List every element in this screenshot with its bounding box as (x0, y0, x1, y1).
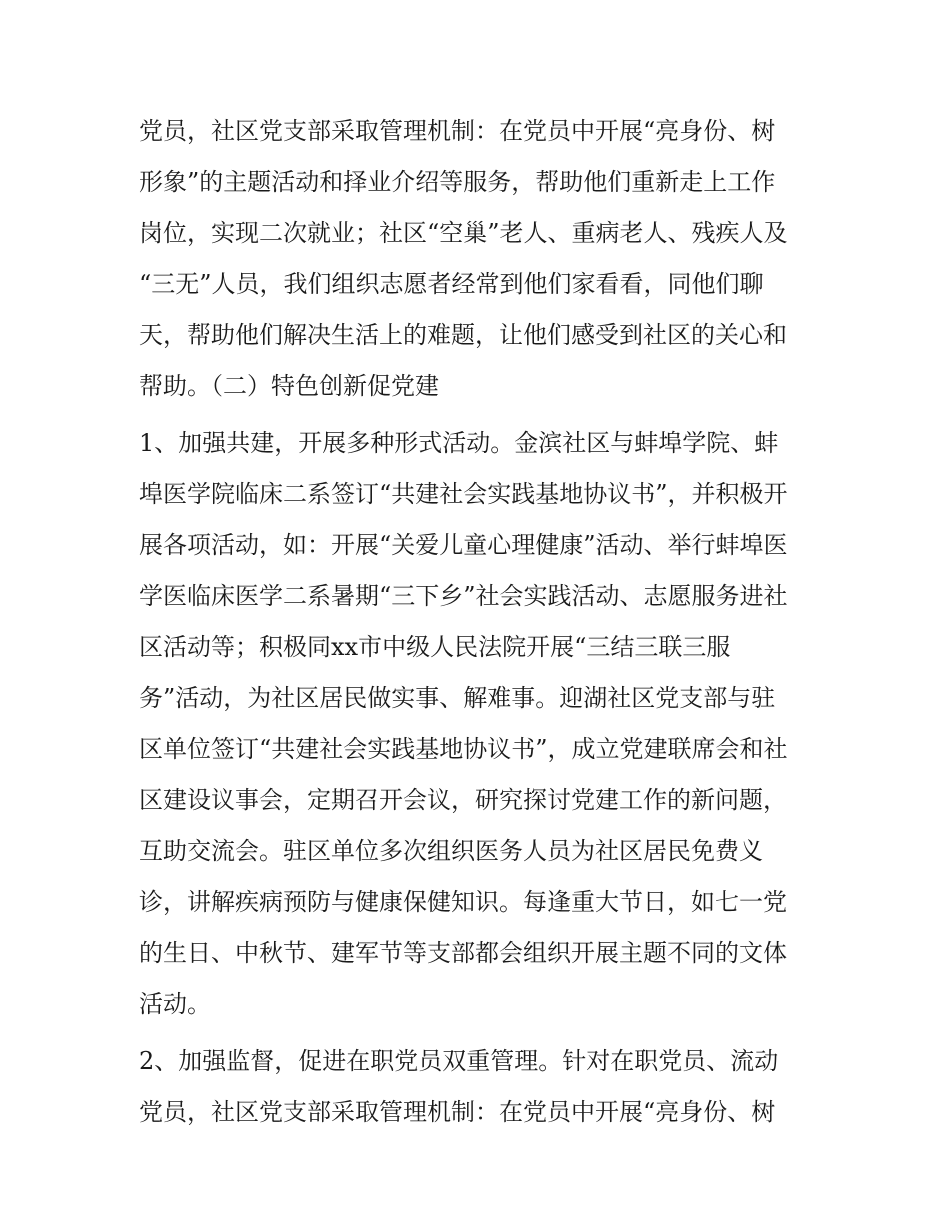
text-line: 区活动等；积极同xx市中级人民法院开展“三结三联三服 (139, 633, 731, 661)
text-line: 1、加强共建，开展多种形式活动。金滨社区与蚌埠学院、蚌 (139, 429, 779, 457)
text-line: 区建设议事会，定期召开会议，研究探讨党建工作的新问题， (139, 786, 787, 814)
text-line: 学医临床医学二系暑期“三下乡”社会实践活动、志愿服务进社 (139, 582, 788, 610)
text-line: 区单位签订“共建社会实践基地协议书”，成立党建联席会和社 (139, 735, 788, 763)
text-line: 岗位，实现二次就业；社区“空巢”老人、重病老人、残疾人及 (139, 219, 788, 247)
text-line: “三无”人员，我们组织志愿者经常到他们家看看，同他们聊 (139, 270, 764, 298)
text-line: 天，帮助他们解决生活上的难题，让他们感受到社区的关心和 (139, 321, 787, 349)
text-line: 的生日、中秋节、建军节等支部都会组织开展主题不同的文体 (139, 939, 787, 967)
text-line: 活动。 (139, 990, 211, 1018)
text-line: 党员，社区党支部采取管理机制：在党员中开展“亮身份、树 (139, 1098, 776, 1126)
text-line: 务”活动，为社区居民做实事、解难事。迎湖社区党支部与驻 (139, 684, 776, 712)
text-line: 展各项活动，如：开展“关爱儿童心理健康”活动、举行蚌埠医 (139, 531, 788, 559)
text-line: 埠医学院临床二系签订“共建社会实践基地协议书”，并积极开 (139, 480, 788, 508)
text-line: 形象”的主题活动和择业介绍等服务，帮助他们重新走上工作 (139, 168, 776, 196)
section-heading-line: 帮助。（二）特色创新促党建 (139, 372, 439, 400)
text-line: 党员，社区党支部采取管理机制：在党员中开展“亮身份、树 (139, 117, 776, 145)
text-line: 诊，讲解疾病预防与健康保健知识。每逢重大节日，如七一党 (139, 888, 787, 916)
document-body (139, 106, 829, 1138)
text-line: 2、加强监督，促进在职党员双重管理。针对在职党员、流动 (139, 1047, 779, 1075)
text-line: 互助交流会。驻区单位多次组织医务人员为社区居民免费义 (139, 837, 763, 865)
